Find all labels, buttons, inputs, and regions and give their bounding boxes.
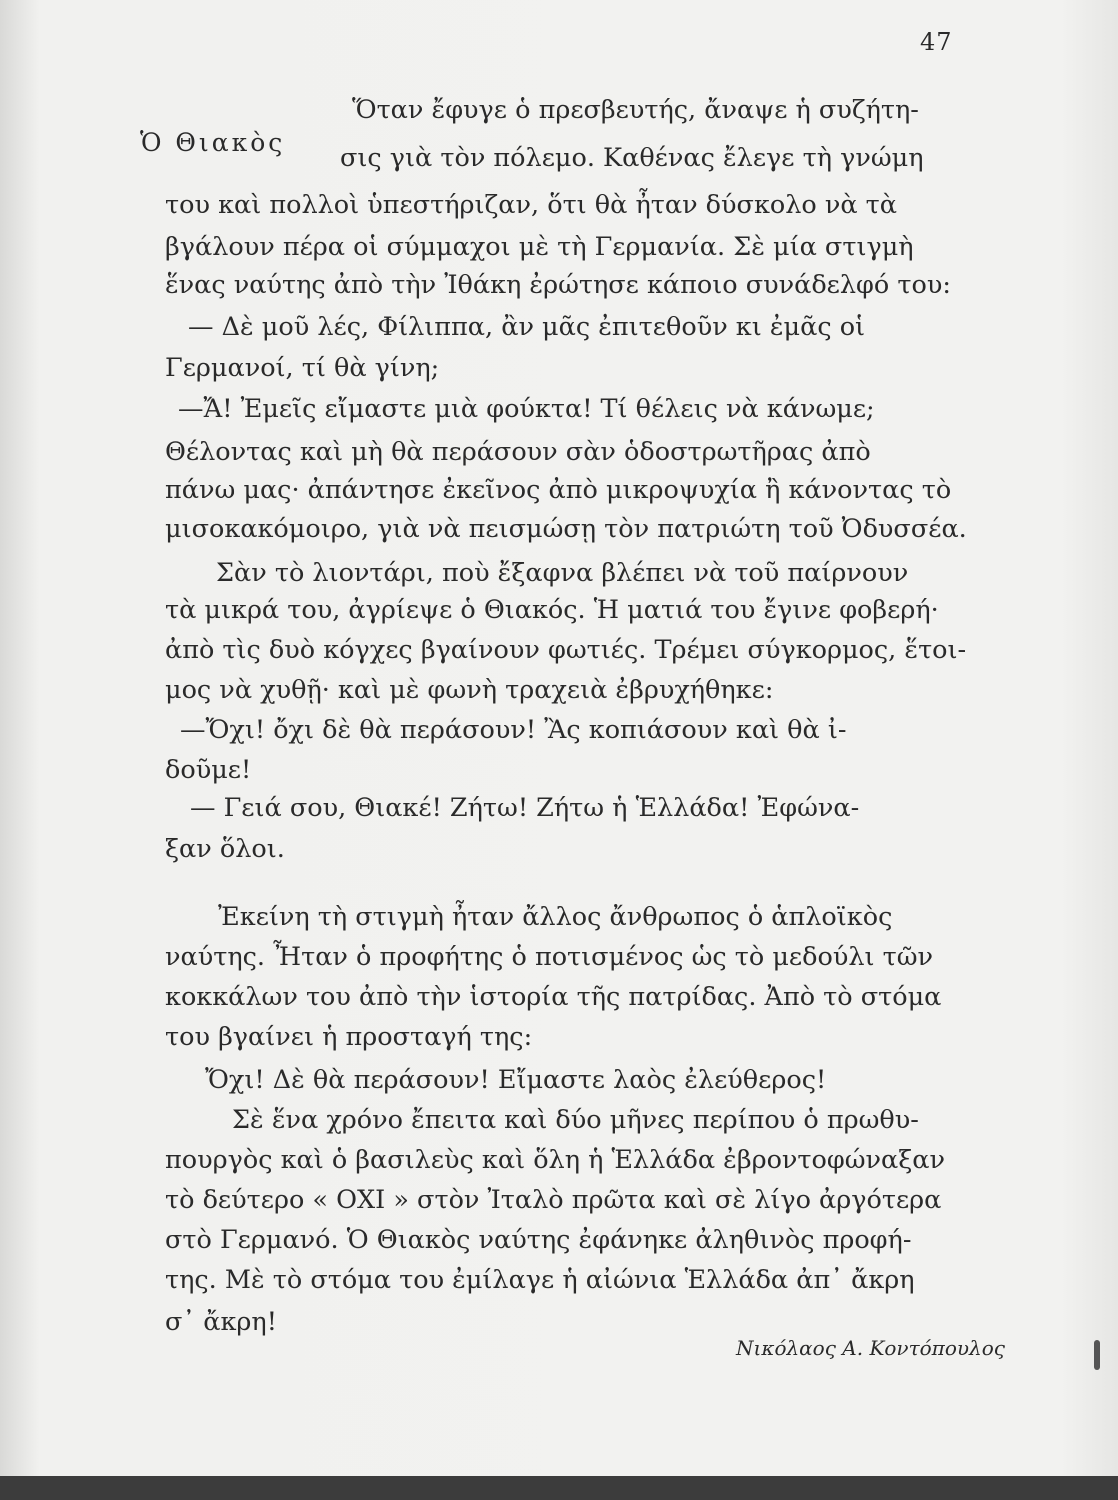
text-line: σ᾽ ἄκρη! (165, 1307, 277, 1337)
text-line: ἕνας ναύτης ἀπὸ τὴν Ἰθάκη ἐρώτησε κάποιο συνάδελφό του: (165, 270, 951, 300)
text-line: πάνω μας· ἀπάντησε ἐκεῖνος ἀπὸ μικροψυχία ἢ κάνοντας τὸ (165, 475, 952, 505)
text-line: Ἐκείνη τὴ στιγμὴ ἦταν ἄλλος ἄνθρωπος ὁ ἁπλοϊκὸς (218, 902, 893, 932)
text-line: μισοκακόμοιρο, γιὰ νὰ πεισμώσῃ τὸν πατριώτη τοῦ Ὀδυσσέα. (165, 514, 967, 544)
text-line: Γερμανοί, τί θὰ γίνη; (165, 353, 440, 383)
text-line: τὸ δεύτερο « ΟΧΙ » στὸν Ἰταλὸ πρῶτα καὶ σὲ λίγο ἀργότερα (165, 1185, 942, 1215)
text-line: — Δὲ μοῦ λές, Φίλιππα, ἂν μᾶς ἐπιτεθοῦν κι ἐμᾶς οἱ (188, 312, 866, 342)
text-line: Σὰν τὸ λιοντάρι, ποὺ ἔξαφνα βλέπει νὰ τοῦ παίρνουν (216, 558, 909, 588)
text-line: Θέλοντας καὶ μὴ θὰ περάσουν σὰν ὁδοστρωτῆρας ἀπὸ (165, 437, 871, 467)
text-line: —Ἄ! Ἐμεῖς εἴμαστε μιὰ φούκτα! Τί θέλεις νὰ κάνωμε; (178, 394, 875, 424)
text-line: του βγαίνει ἡ προσταγή της: (165, 1022, 533, 1052)
text-line: στὸ Γερμανό. Ὁ Θιακὸς ναύτης ἐφάνηκε ἀληθινὸς προφή- (165, 1225, 912, 1255)
ink-mark (1094, 1340, 1100, 1370)
text-line: σις γιὰ τὸν πόλεμο. Καθένας ἔλεγε τὴ γνώμη (340, 143, 924, 173)
text-line: πουργὸς καὶ ὁ βασιλεὺς καὶ ὅλη ἡ Ἑλλάδα ἐβροντοφώναξαν (165, 1145, 946, 1175)
text-line: Σὲ ἕνα χρόνο ἔπειτα καὶ δύο μῆνες περίπου ὁ πρωθυ- (232, 1105, 919, 1135)
text-line: ναύτης. Ἦταν ὁ προφήτης ὁ ποτισμένος ὡς τὸ μεδούλι τῶν (165, 942, 934, 972)
text-line: κοκκάλων του ἀπὸ τὴν ἱστορία τῆς πατρίδας. Ἀπὸ τὸ στόμα (165, 982, 942, 1012)
text-line: μος νὰ χυθῇ· καὶ μὲ φωνὴ τραχειὰ ἐβρυχήθηκε: (165, 675, 774, 705)
text-line: ξαν ὅλοι. (165, 834, 285, 864)
text-line: Ὄχι! Δὲ θὰ περάσουν! Εἴμαστε λαὸς ἐλεύθερος! (205, 1065, 827, 1095)
page-number: 47 (920, 28, 953, 56)
page-bottom-edge (0, 1476, 1118, 1500)
text-line: δοῦμε! (165, 755, 252, 785)
text-line: — Γειά σου, Θιακέ! Ζήτω! Ζήτω ἡ Ἑλλάδα! Ἐφώνα- (190, 793, 860, 823)
side-heading: Ὁ Θιακὸς (140, 128, 286, 157)
text-line: —Ὄχι! ὄχι δὲ θὰ περάσουν! Ἂς κοπιάσουν καὶ θὰ ἰ- (180, 715, 847, 745)
text-line: τὰ μικρά του, ἀγρίεψε ὁ Θιακός. Ἡ ματιά του ἔγινε φοβερή· (165, 595, 939, 625)
author-signature: Νικόλαος Α. Κοντόπουλος (736, 1336, 1005, 1360)
text-line: της. Μὲ τὸ στόμα του ἐμίλαγε ἡ αἰώνια Ἑλλάδα ἀπ᾽ ἄκρη (165, 1265, 915, 1295)
text-line: Ὅταν ἔφυγε ὁ πρεσβευτής, ἄναψε ἡ συζήτη- (352, 95, 919, 125)
text-line: του καὶ πολλοὶ ὑπεστήριζαν, ὅτι θὰ ἦταν δύσκολο νὰ τὰ (165, 190, 898, 220)
text-line: βγάλουν πέρα οἱ σύμμαχοι μὲ τὴ Γερμανία. Σὲ μία στιγμὴ (165, 232, 914, 262)
text-line: ἀπὸ τὶς δυὸ κόγχες βγαίνουν φωτιές. Τρέμει σύγκορμος, ἕτοι- (165, 635, 967, 665)
